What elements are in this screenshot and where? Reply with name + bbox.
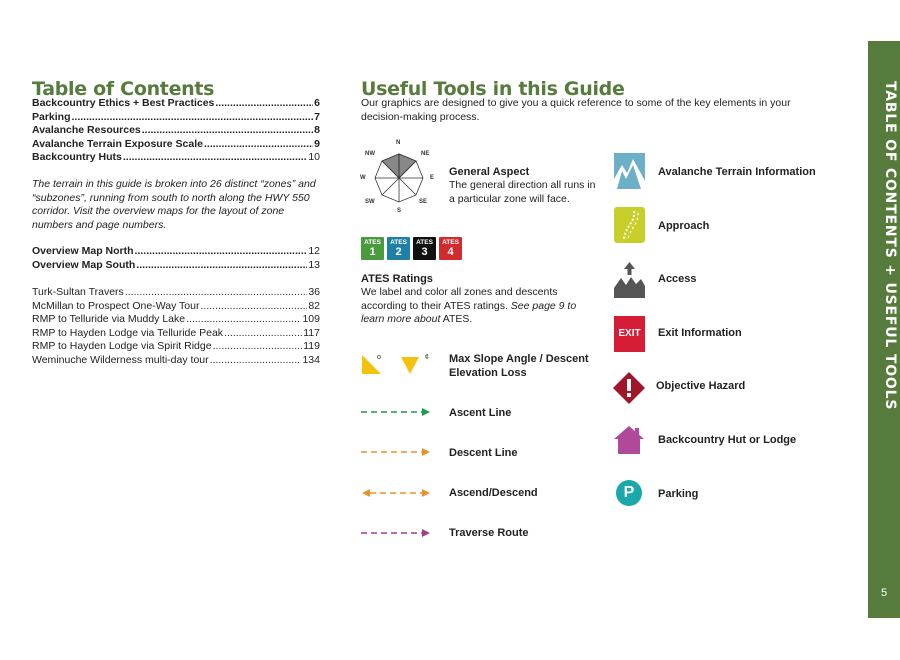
ascend-descend-line-icon xyxy=(360,486,432,500)
compass-label-ne: NE xyxy=(421,151,430,157)
parking-icon: P xyxy=(616,480,642,506)
legend-label-access: Access xyxy=(658,273,697,285)
toc-entry[interactable]: Avalanche Resources ..... 8 xyxy=(32,124,320,138)
ates-badge-3: ATES 3 xyxy=(413,237,436,260)
exit-icon: EXIT xyxy=(614,316,645,352)
traverse-route-label: Traverse Route xyxy=(449,527,529,539)
toc-entry[interactable]: Weminuche Wilderness multi-day tour ..... 134 xyxy=(32,354,320,368)
descent-line-icon xyxy=(360,445,432,459)
toc-group-2 xyxy=(32,245,320,272)
toc-entry[interactable]: Parking ..... 7 xyxy=(32,111,320,125)
compass-label-se: SE xyxy=(419,199,428,205)
loss-mark: ¢ xyxy=(425,354,429,361)
toc-entry[interactable]: Backcountry Huts ..... 10 xyxy=(32,151,320,165)
tools-intro: Our graphics are designed to give you a quick reference to some of the key elements in your decision-making process. xyxy=(361,97,791,123)
ates-badge-1: ATES 1 xyxy=(361,237,384,260)
ascend-descend-label: Ascend/Descend xyxy=(449,487,538,499)
access-icon xyxy=(614,262,645,298)
side-tab-title: TABLE OF CONTENTS + USEFUL TOOLS xyxy=(882,81,898,411)
toc-entry[interactable]: Overview Map North ..... 12 xyxy=(32,245,320,259)
legend-label-exit: Exit Information xyxy=(658,327,742,339)
aspect-label: General Aspect xyxy=(449,166,530,178)
toc-entry[interactable]: Overview Map South ..... 13 xyxy=(32,259,320,273)
hut-icon xyxy=(614,425,644,455)
side-tab xyxy=(868,41,900,618)
approach-icon xyxy=(614,207,645,243)
compass-label-sw: SW xyxy=(365,199,375,205)
toc-group-1 xyxy=(32,97,320,165)
tools-title: Useful Tools in this Guide xyxy=(361,78,625,100)
compass-icon xyxy=(358,138,438,218)
toc-group-3 xyxy=(32,286,320,367)
aspect-desc: The general direction all runs in a particular zone will face. xyxy=(449,179,596,205)
legend-label-approach: Approach xyxy=(658,220,710,232)
traverse-line-icon xyxy=(360,526,432,540)
toc-entry[interactable]: Avalanche Terrain Exposure Scale ..... 9 xyxy=(32,138,320,152)
compass-label-e: E xyxy=(430,175,435,181)
ates-badge-4: ATES 4 xyxy=(439,237,462,260)
compass-label-n: N xyxy=(396,140,401,146)
page-number: 5 xyxy=(880,587,888,599)
ascent-line-icon xyxy=(360,405,432,419)
ascent-line-label: Ascent Line xyxy=(449,407,512,419)
toc-note: The terrain in this guide is broken into 26 distinct “zones” and “subzones”, running from south to north along the HWY 550 corridor. Visit the overview maps for the layout of zone numbers and page numbers. xyxy=(32,178,316,231)
slope-label: Max Slope Angle / Descent Elevation Loss xyxy=(449,353,589,379)
toc-entry[interactable]: Backcountry Ethics + Best Practices ..... 6 xyxy=(32,97,320,111)
ates-desc: We label and color all zones and descents according to their ATES ratings. See page 9 to learn more about ATES. xyxy=(361,286,577,325)
ates-label: ATES Ratings xyxy=(361,273,433,285)
toc-entry[interactable]: RMP to Hayden Lodge via Spirit Ridge ..... 119 xyxy=(32,340,320,354)
legend-label-hut: Backcountry Hut or Lodge xyxy=(658,434,797,446)
toc-entry[interactable]: RMP to Hayden Lodge via Telluride Peak ..... 117 xyxy=(32,327,320,341)
toc-title: Table of Contents xyxy=(32,78,215,100)
hazard-icon xyxy=(612,371,646,405)
angle-mark: o xyxy=(377,354,381,361)
compass-label-w: W xyxy=(360,175,366,181)
legend-label-parking: Parking xyxy=(658,488,699,500)
mountain-icon xyxy=(614,153,645,189)
toc-entry[interactable]: McMillan to Prospect One-Way Tour ..... 82 xyxy=(32,300,320,314)
toc-entry[interactable]: RMP to Telluride via Muddy Lake ..... 109 xyxy=(32,313,320,327)
compass-label-s: S xyxy=(397,208,402,214)
ates-badge-2: ATES 2 xyxy=(387,237,410,260)
legend-label-avalanche-terrain: Avalanche Terrain Information xyxy=(658,166,816,178)
slope-angle-icon xyxy=(359,352,439,376)
legend-label-hazard: Objective Hazard xyxy=(656,380,746,392)
toc-entry[interactable]: Turk-Sultan Travers ..... 36 xyxy=(32,286,320,300)
descent-line-label: Descent Line xyxy=(449,447,518,459)
compass-label-nw: NW xyxy=(365,151,375,157)
